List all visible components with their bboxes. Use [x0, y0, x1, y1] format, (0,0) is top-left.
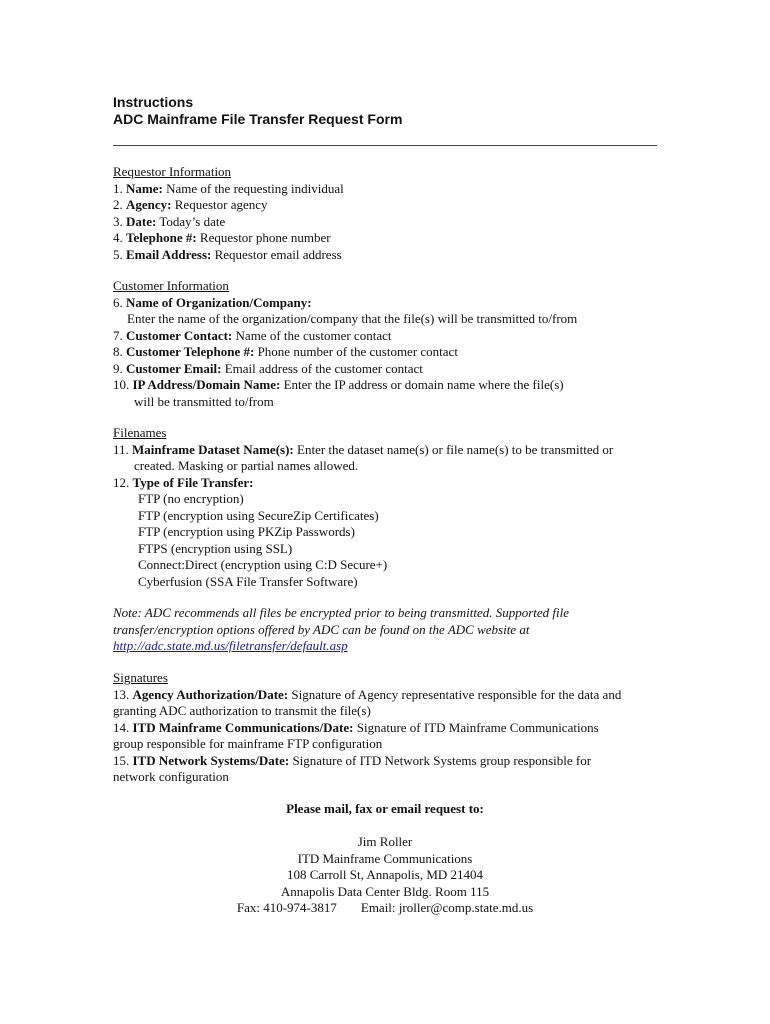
signatures-section — [113, 670, 673, 786]
list-item: 7. Customer Contact: Name of the customer contact — [113, 327, 392, 343]
note-line: Note: ADC recommends all files be encrypted prior to being transmitted. Supported file — [113, 605, 570, 620]
header-form-title: ADC Mainframe File Transfer Request Form — [113, 111, 403, 127]
list-item-detail: will be transmitted to/from — [134, 393, 274, 409]
contact-fax: Fax: 410-974-3817 — [236, 900, 337, 915]
list-item: 3. Date: Today’s date — [113, 213, 226, 229]
transfer-option: FTP (encryption using SecureZip Certificates) — [138, 507, 379, 523]
adc-website-link[interactable]: http://adc.state.md.us/filetransfer/default.asp — [113, 638, 348, 653]
contact-email: Email: jroller@comp.state.md.us — [360, 900, 534, 915]
list-item: 4. Telephone #: Requestor phone number — [113, 230, 331, 245]
contact-department: ITD Mainframe Communications — [297, 850, 473, 866]
header-divider — [113, 145, 657, 146]
document-header — [113, 94, 402, 128]
requestor-section — [113, 164, 673, 263]
list-item: 2. Agency: Requestor agency — [113, 197, 268, 212]
transfer-option: Connect:Direct (encryption using C:D Secure+) — [138, 557, 388, 572]
signatures-heading: Signatures — [113, 670, 168, 685]
contact-name: Jim Roller — [357, 834, 413, 849]
contact-street: 108 Carroll St, Annapolis, MD 21404 — [286, 867, 484, 882]
contact-block — [113, 834, 657, 917]
list-item: 14. ITD Mainframe Communications/Date: Signature of ITD Mainframe Communications — [113, 719, 599, 735]
list-item: 13. Agency Authorization/Date: Signature of Agency representative responsible for the data and — [113, 686, 622, 702]
list-item: 8. Customer Telephone #: Phone number of the customer contact — [113, 344, 458, 359]
list-item-detail: created. Masking or partial names allowed. — [134, 458, 359, 473]
list-item: 10. IP Address/Domain Name: Enter the IP address or domain name where the file(s) — [113, 377, 564, 392]
header-instructions: Instructions — [113, 94, 194, 110]
customer-heading: Customer Information — [113, 278, 229, 293]
contact-building: Annapolis Data Center Bldg. Room 115 — [280, 883, 490, 899]
list-item-detail: Enter the name of the organization/company that the file(s) will be transmitted to/from — [127, 311, 578, 326]
transfer-option: FTP (encryption using PKZip Passwords) — [138, 524, 355, 539]
list-item: 12. Type of File Transfer: — [113, 474, 254, 490]
filenames-section — [113, 425, 673, 590]
list-item: 1. Name: Name of the requesting individual — [113, 180, 344, 196]
transfer-option: FTP (no encryption) — [138, 491, 244, 506]
requestor-heading: Requestor Information — [113, 164, 232, 179]
mail-heading: Please mail, fax or email request to: — [286, 801, 484, 816]
customer-section — [113, 278, 673, 410]
list-item: 9. Customer Email: Email address of the customer contact — [113, 360, 423, 376]
list-item: 11. Mainframe Dataset Name(s): Enter the dataset name(s) or file name(s) to be transmitted or — [113, 441, 614, 457]
list-item-detail: group responsible for mainframe FTP configuration — [113, 736, 383, 751]
list-item: 6. Name of Organization/Company: — [113, 294, 312, 310]
filenames-heading: Filenames — [113, 425, 167, 440]
note-section — [113, 605, 673, 655]
transfer-option: FTPS (encryption using SSL) — [138, 540, 293, 556]
list-item: 15. ITD Network Systems/Date: Signature of ITD Network Systems group responsible for — [113, 752, 592, 768]
note-line: transfer/encryption options offered by ADC can be found on the ADC website at — [113, 621, 530, 637]
contact-fax-email — [113, 900, 657, 917]
list-item-detail: network configuration — [113, 769, 229, 784]
transfer-option: Cyberfusion (SSA File Transfer Software) — [138, 573, 358, 589]
list-item: 5. Email Address: Requestor email address — [113, 246, 342, 262]
list-item-detail: granting ADC authorization to transmit the file(s) — [113, 703, 371, 718]
